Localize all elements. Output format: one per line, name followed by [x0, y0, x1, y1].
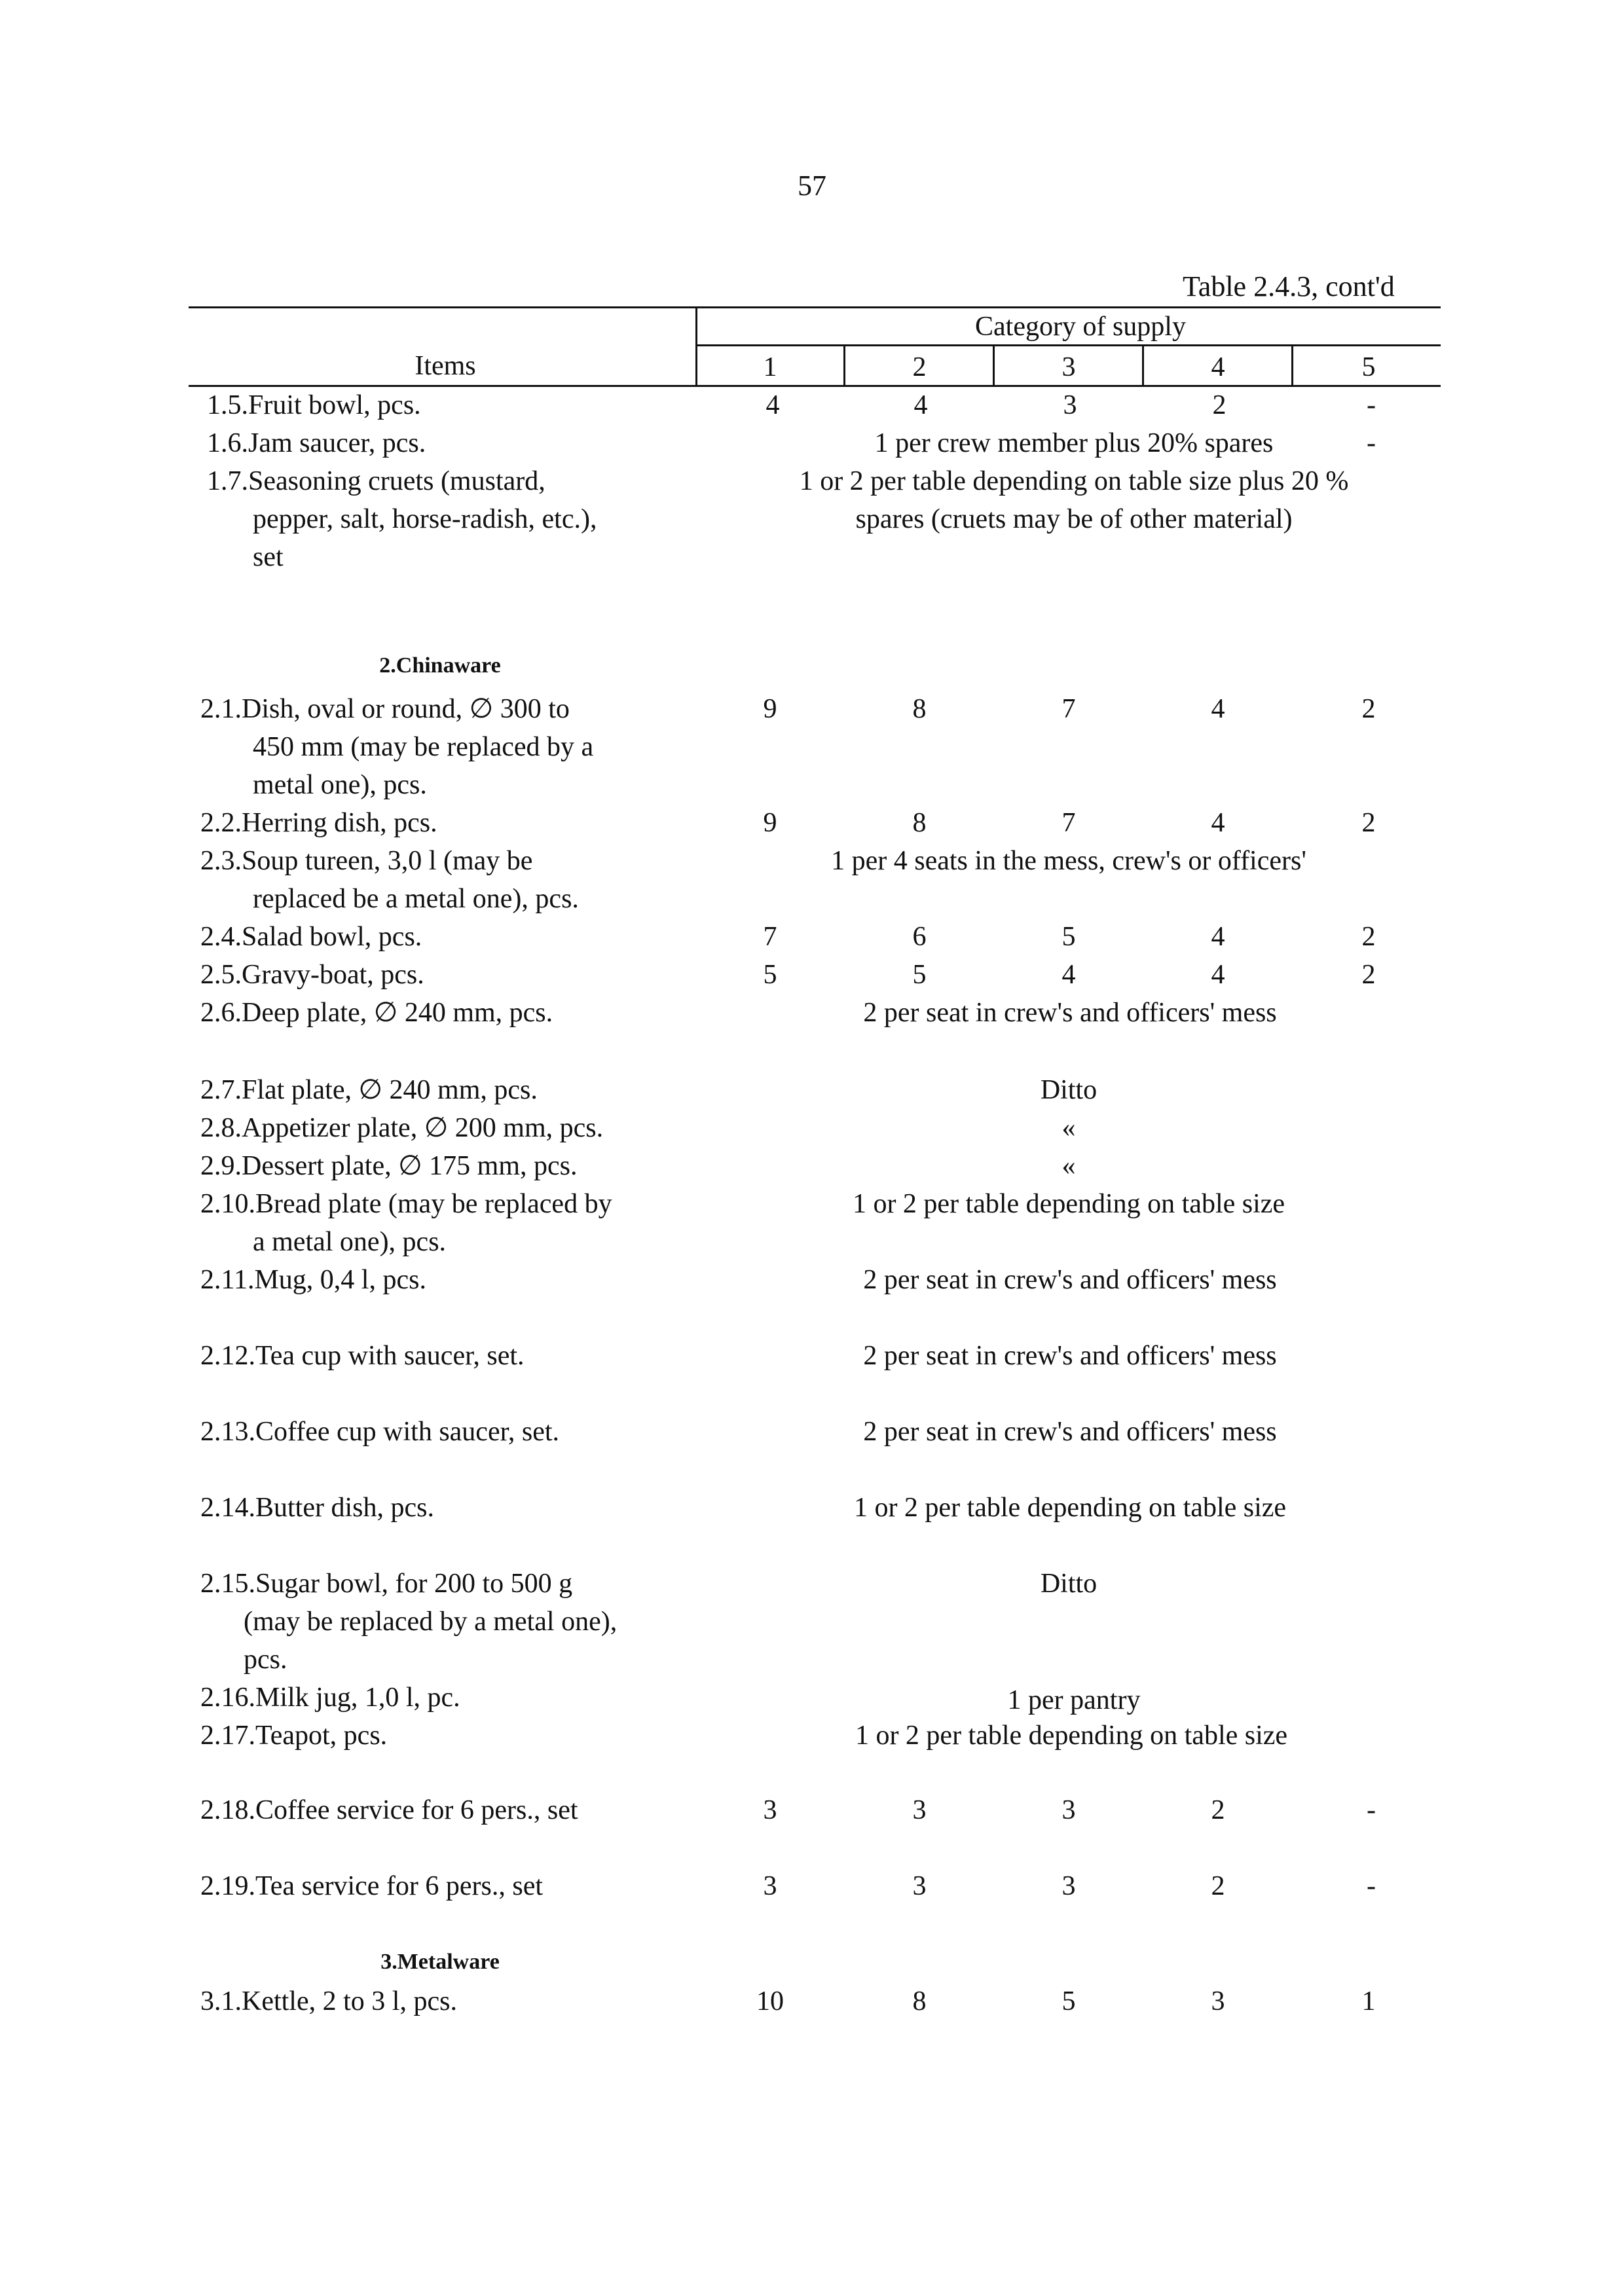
category-rule [695, 344, 1441, 346]
cell-2-4-c2: 6 [912, 922, 927, 952]
table-top-rule [189, 306, 1441, 308]
col-divider-1 [843, 344, 845, 387]
item-2-10-line1: 2.10.Bread plate (may be replaced by [200, 1189, 612, 1219]
item-1-5: 1.5.Fruit bowl, pcs. [207, 390, 421, 420]
cell-1-5-c1: 4 [766, 390, 780, 420]
cell-1-5-c4: 2 [1212, 390, 1227, 420]
cell-1-5-c3: 3 [1063, 390, 1077, 420]
cell-3-1-c3: 5 [1061, 1986, 1076, 2016]
item-2-16: 2.16.Milk jug, 1,0 l, pc. [200, 1683, 460, 1713]
span-2-6: 2 per seat in crew's and officers' mess [863, 998, 1277, 1028]
section-metalware: 3.Metalware [380, 1950, 500, 1974]
item-2-13: 2.13.Coffee cup with saucer, set. [200, 1417, 560, 1447]
span-2-8: « [1061, 1113, 1076, 1143]
cell-1-5-c5: - [1367, 390, 1376, 420]
cell-2-18-c3: 3 [1061, 1795, 1076, 1825]
span-2-17: 1 or 2 per table depending on table size [855, 1721, 1288, 1751]
cell-2-19-c1: 3 [763, 1871, 777, 1901]
page-number: 57 [798, 170, 826, 202]
span-1-7-line2: spares (cruets may be of other material) [855, 504, 1293, 534]
item-2-10-line2: a metal one), pcs. [253, 1227, 447, 1257]
cell-2-19-c3: 3 [1061, 1871, 1076, 1901]
cell-2-2-c2: 8 [912, 808, 927, 838]
cell-2-2-c3: 7 [1061, 808, 1076, 838]
item-2-18: 2.18.Coffee service for 6 pers., set [200, 1795, 578, 1825]
cell-2-5-c4: 4 [1211, 960, 1225, 990]
span-2-10: 1 or 2 per table depending on table size [852, 1189, 1285, 1219]
item-1-7-line2: pepper, salt, horse-radish, etc.), [253, 504, 597, 534]
col-header-4: 4 [1211, 352, 1225, 382]
col-divider-3 [1142, 344, 1144, 387]
item-2-5: 2.5.Gravy-boat, pcs. [200, 960, 424, 990]
cell-2-1-c2: 8 [912, 694, 927, 724]
item-1-7-line1: 1.7.Seasoning cruets (mustard, [207, 466, 545, 496]
cell-2-18-c4: 2 [1211, 1795, 1225, 1825]
item-2-1-line2: 450 mm (may be replaced by a [253, 732, 594, 762]
item-2-12: 2.12.Tea cup with saucer, set. [200, 1341, 525, 1371]
span-1-6: 1 per crew member plus 20% spares [874, 428, 1274, 458]
col-divider-4 [1291, 344, 1293, 387]
item-2-15-line1: 2.15.Sugar bowl, for 200 to 500 g [200, 1569, 573, 1599]
col-header-1: 1 [763, 352, 777, 382]
cell-3-1-c4: 3 [1211, 1986, 1225, 2016]
cell-2-2-c4: 4 [1211, 808, 1225, 838]
cell-3-1-c2: 8 [912, 1986, 927, 2016]
col-divider-2 [993, 344, 995, 387]
cell-2-5-c5: 2 [1361, 960, 1376, 990]
col-header-3: 3 [1061, 352, 1076, 382]
col-header-2: 2 [912, 352, 927, 382]
item-2-1-line1: 2.1.Dish, oval or round, ∅ 300 to [200, 694, 570, 724]
cell-2-19-c5: - [1367, 1871, 1376, 1901]
span-2-15: Ditto [1040, 1569, 1098, 1599]
span-2-13: 2 per seat in crew's and officers' mess [863, 1417, 1277, 1447]
span-2-3: 1 per 4 seats in the mess, crew's or officers' [831, 846, 1306, 876]
span-1-7-line1: 1 or 2 per table depending on table size plus 20 % [799, 466, 1349, 496]
cell-2-2-c5: 2 [1361, 808, 1376, 838]
item-2-8: 2.8.Appetizer plate, ∅ 200 mm, pcs. [200, 1113, 604, 1143]
item-2-17: 2.17.Teapot, pcs. [200, 1721, 388, 1751]
cell-1-6-c5: - [1367, 428, 1376, 458]
cell-2-19-c2: 3 [912, 1871, 927, 1901]
item-2-1-line3: metal one), pcs. [253, 770, 427, 800]
span-2-14: 1 or 2 per table depending on table size [853, 1493, 1287, 1523]
cell-2-1-c4: 4 [1211, 694, 1225, 724]
item-2-11: 2.11.Mug, 0,4 l, pcs. [200, 1265, 426, 1295]
item-1-7-line3: set [253, 542, 284, 572]
item-2-2: 2.2.Herring dish, pcs. [200, 808, 437, 838]
cell-2-2-c1: 9 [763, 808, 777, 838]
cell-2-4-c4: 4 [1211, 922, 1225, 952]
item-2-19: 2.19.Tea service for 6 pers., set [200, 1871, 544, 1901]
cell-2-1-c1: 9 [763, 694, 777, 724]
cell-2-5-c3: 4 [1061, 960, 1076, 990]
table-caption: Table 2.4.3, cont'd [1183, 270, 1395, 302]
cell-2-4-c3: 5 [1061, 922, 1076, 952]
item-2-15-line2: (may be replaced by a metal one), [244, 1607, 618, 1637]
item-2-3-line2: replaced be a metal one), pcs. [253, 884, 579, 914]
cell-2-1-c5: 2 [1361, 694, 1376, 724]
cell-2-5-c2: 5 [912, 960, 927, 990]
cell-1-5-c2: 4 [913, 390, 928, 420]
items-header: Items [415, 351, 476, 381]
cell-2-18-c5: - [1367, 1795, 1376, 1825]
item-1-6: 1.6.Jam saucer, pcs. [207, 428, 426, 458]
col-header-5: 5 [1361, 352, 1376, 382]
cell-2-4-c1: 7 [763, 922, 777, 952]
cell-3-1-c1: 10 [756, 1986, 784, 2016]
header-bottom-rule [189, 385, 1441, 387]
item-2-7: 2.7.Flat plate, ∅ 240 mm, pcs. [200, 1075, 538, 1105]
cell-2-5-c1: 5 [763, 960, 777, 990]
cell-3-1-c5: 1 [1361, 1986, 1376, 2016]
span-2-16: 1 per pantry [1007, 1685, 1141, 1715]
cell-2-18-c2: 3 [912, 1795, 927, 1825]
span-2-9: « [1061, 1151, 1076, 1181]
span-2-11: 2 per seat in crew's and officers' mess [863, 1265, 1277, 1295]
header-divider [695, 306, 697, 387]
cell-2-1-c3: 7 [1061, 694, 1076, 724]
span-2-7: Ditto [1040, 1075, 1098, 1105]
cell-2-18-c1: 3 [763, 1795, 777, 1825]
item-2-3-line1: 2.3.Soup tureen, 3,0 l (may be [200, 846, 533, 876]
item-2-6: 2.6.Deep plate, ∅ 240 mm, pcs. [200, 998, 553, 1028]
item-2-9: 2.9.Dessert plate, ∅ 175 mm, pcs. [200, 1151, 578, 1181]
span-2-12: 2 per seat in crew's and officers' mess [863, 1341, 1277, 1371]
item-3-1: 3.1.Kettle, 2 to 3 l, pcs. [200, 1986, 457, 2016]
section-chinaware: 2.Chinaware [379, 653, 501, 678]
category-header: Category of supply [975, 312, 1186, 342]
cell-2-19-c4: 2 [1211, 1871, 1225, 1901]
cell-2-4-c5: 2 [1361, 922, 1376, 952]
item-2-14: 2.14.Butter dish, pcs. [200, 1493, 434, 1523]
item-2-15-line3: pcs. [244, 1645, 287, 1675]
item-2-4: 2.4.Salad bowl, pcs. [200, 922, 422, 952]
